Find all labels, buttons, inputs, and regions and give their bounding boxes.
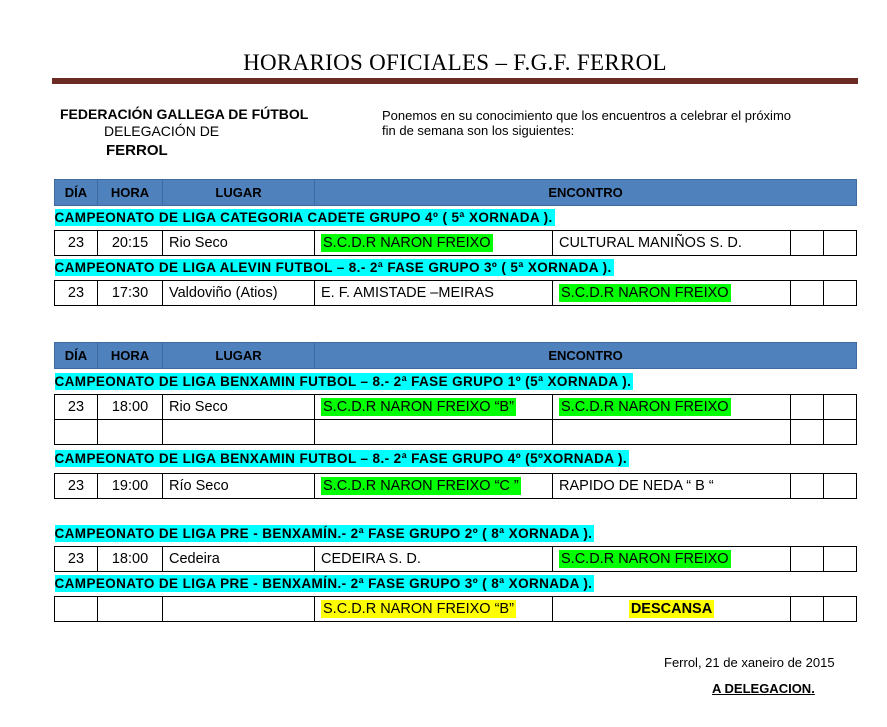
cell-lugar: Cedeira [163,547,315,572]
section-label: CAMPEONATO DE LIGA PRE - BENXAMÍN.- 2ª FASE GRUPO 2º ( 8ª XORNADA ). [54,525,593,541]
section-row [55,256,857,281]
cell-local-team: S.C.D.R NARON FREIXO “C ” [323,478,519,494]
header-encontro: ENCONTRO [315,180,857,206]
table-header [55,180,857,206]
cell-hora [98,597,163,622]
section-label: CAMPEONATO DE LIGA BENXAMIN FUTBOL – 8.- 2ª FASE GRUPO 1º (5ª XORNADA ). [54,373,632,389]
cell-local-team: S.C.D.R NARON FREIXO “B” [323,601,514,617]
cell-local-team: E. F. AMISTADE –MEIRAS [315,281,553,306]
section-label: CAMPEONATO DE LIGA CATEGORIA CADETE GRUPO 4º ( 5ª XORNADA ). [54,210,553,225]
header-lugar: LUGAR [163,180,315,206]
cell-local-team: S.C.D.R NARON FREIXO “B” [323,399,514,415]
header-dia: DÍA [55,343,98,369]
cell-visitor-team: RAPIDO DE NEDA “ B “ [553,474,791,499]
cell-hora: 17:30 [98,281,163,306]
cell-dia: 23 [55,474,98,499]
federation-name: FEDERACIÓN GALLEGA DE FÚTBOL [60,106,309,122]
table-header [55,343,857,369]
title-rule [52,78,858,84]
cell-hora: 20:15 [98,231,163,256]
cell-visitor-team: CULTURAL MANIÑOS S. D. [553,231,791,256]
cell-lugar [163,597,315,622]
cell-visitor-team: S.C.D.R NARON FREIXO [561,399,729,415]
delegation-label: DELEGACIÓN DE [104,123,220,139]
cell-dia: 23 [55,231,98,256]
cell-visitor-team: S.C.D.R NARON FREIXO [561,551,729,567]
cell-lugar: Rio Seco [163,395,315,420]
cell-hora: 18:00 [98,547,163,572]
section-label: CAMPEONATO DE LIGA BENXAMIN FUTBOL – 8.- 2ª FASE GRUPO 4º (5ºXORNADA ). [54,451,628,466]
cell-dia: 23 [55,395,98,420]
header-hora: HORA [98,343,163,369]
section-label: CAMPEONATO DE LIGA PRE - BENXAMÍN.- 2ª FASE GRUPO 3º ( 8ª XORNADA ). [54,576,593,591]
table-row [55,231,857,256]
schedule-table-1 [54,179,857,306]
section-row [55,369,857,395]
spacer-row [55,499,857,522]
table-row [55,474,857,499]
schedule-table-2 [54,342,857,622]
header-encontro: ENCONTRO [315,343,857,369]
cell-lugar: Valdoviño (Atios) [163,281,315,306]
cell-local-team: CEDEIRA S. D. [315,547,553,572]
cell-lugar: Río Seco [163,474,315,499]
section-row [55,206,857,231]
section-row [55,521,857,547]
cell-dia: 23 [55,281,98,306]
header-hora: HORA [98,180,163,206]
header-lugar: LUGAR [163,343,315,369]
cell-hora: 19:00 [98,474,163,499]
table-row [55,547,857,572]
footer-signature: A DELEGACION. [712,681,815,696]
section-row [55,445,857,474]
header-dia: DÍA [55,180,98,206]
cell-visitor-team: S.C.D.R NARON FREIXO [561,285,729,301]
cell-lugar: Rio Seco [163,231,315,256]
delegation-city: FERROL [106,142,168,159]
section-row [55,572,857,597]
cell-hora: 18:00 [98,395,163,420]
cell-dia [55,597,98,622]
cell-local-team: S.C.D.R NARON FREIXO [323,235,491,251]
section-label: CAMPEONATO DE LIGA ALEVIN FUTBOL – 8.- 2ª FASE GRUPO 3º ( 5ª XORNADA ). [54,260,612,275]
rest-label: DESCANSA [630,601,713,617]
table-row [55,395,857,420]
table-row-empty [55,420,857,445]
page-title: HORARIOS OFICIALES – F.G.F. FERROL [243,50,667,75]
table-row [55,281,857,306]
table-row [55,597,857,622]
intro-text: Ponemos en su conocimiento que los encuentros a celebrar el próximo fin de semana son los siguientes: [382,108,792,138]
footer-date: Ferrol, 21 de xaneiro de 2015 [664,655,835,670]
cell-dia: 23 [55,547,98,572]
